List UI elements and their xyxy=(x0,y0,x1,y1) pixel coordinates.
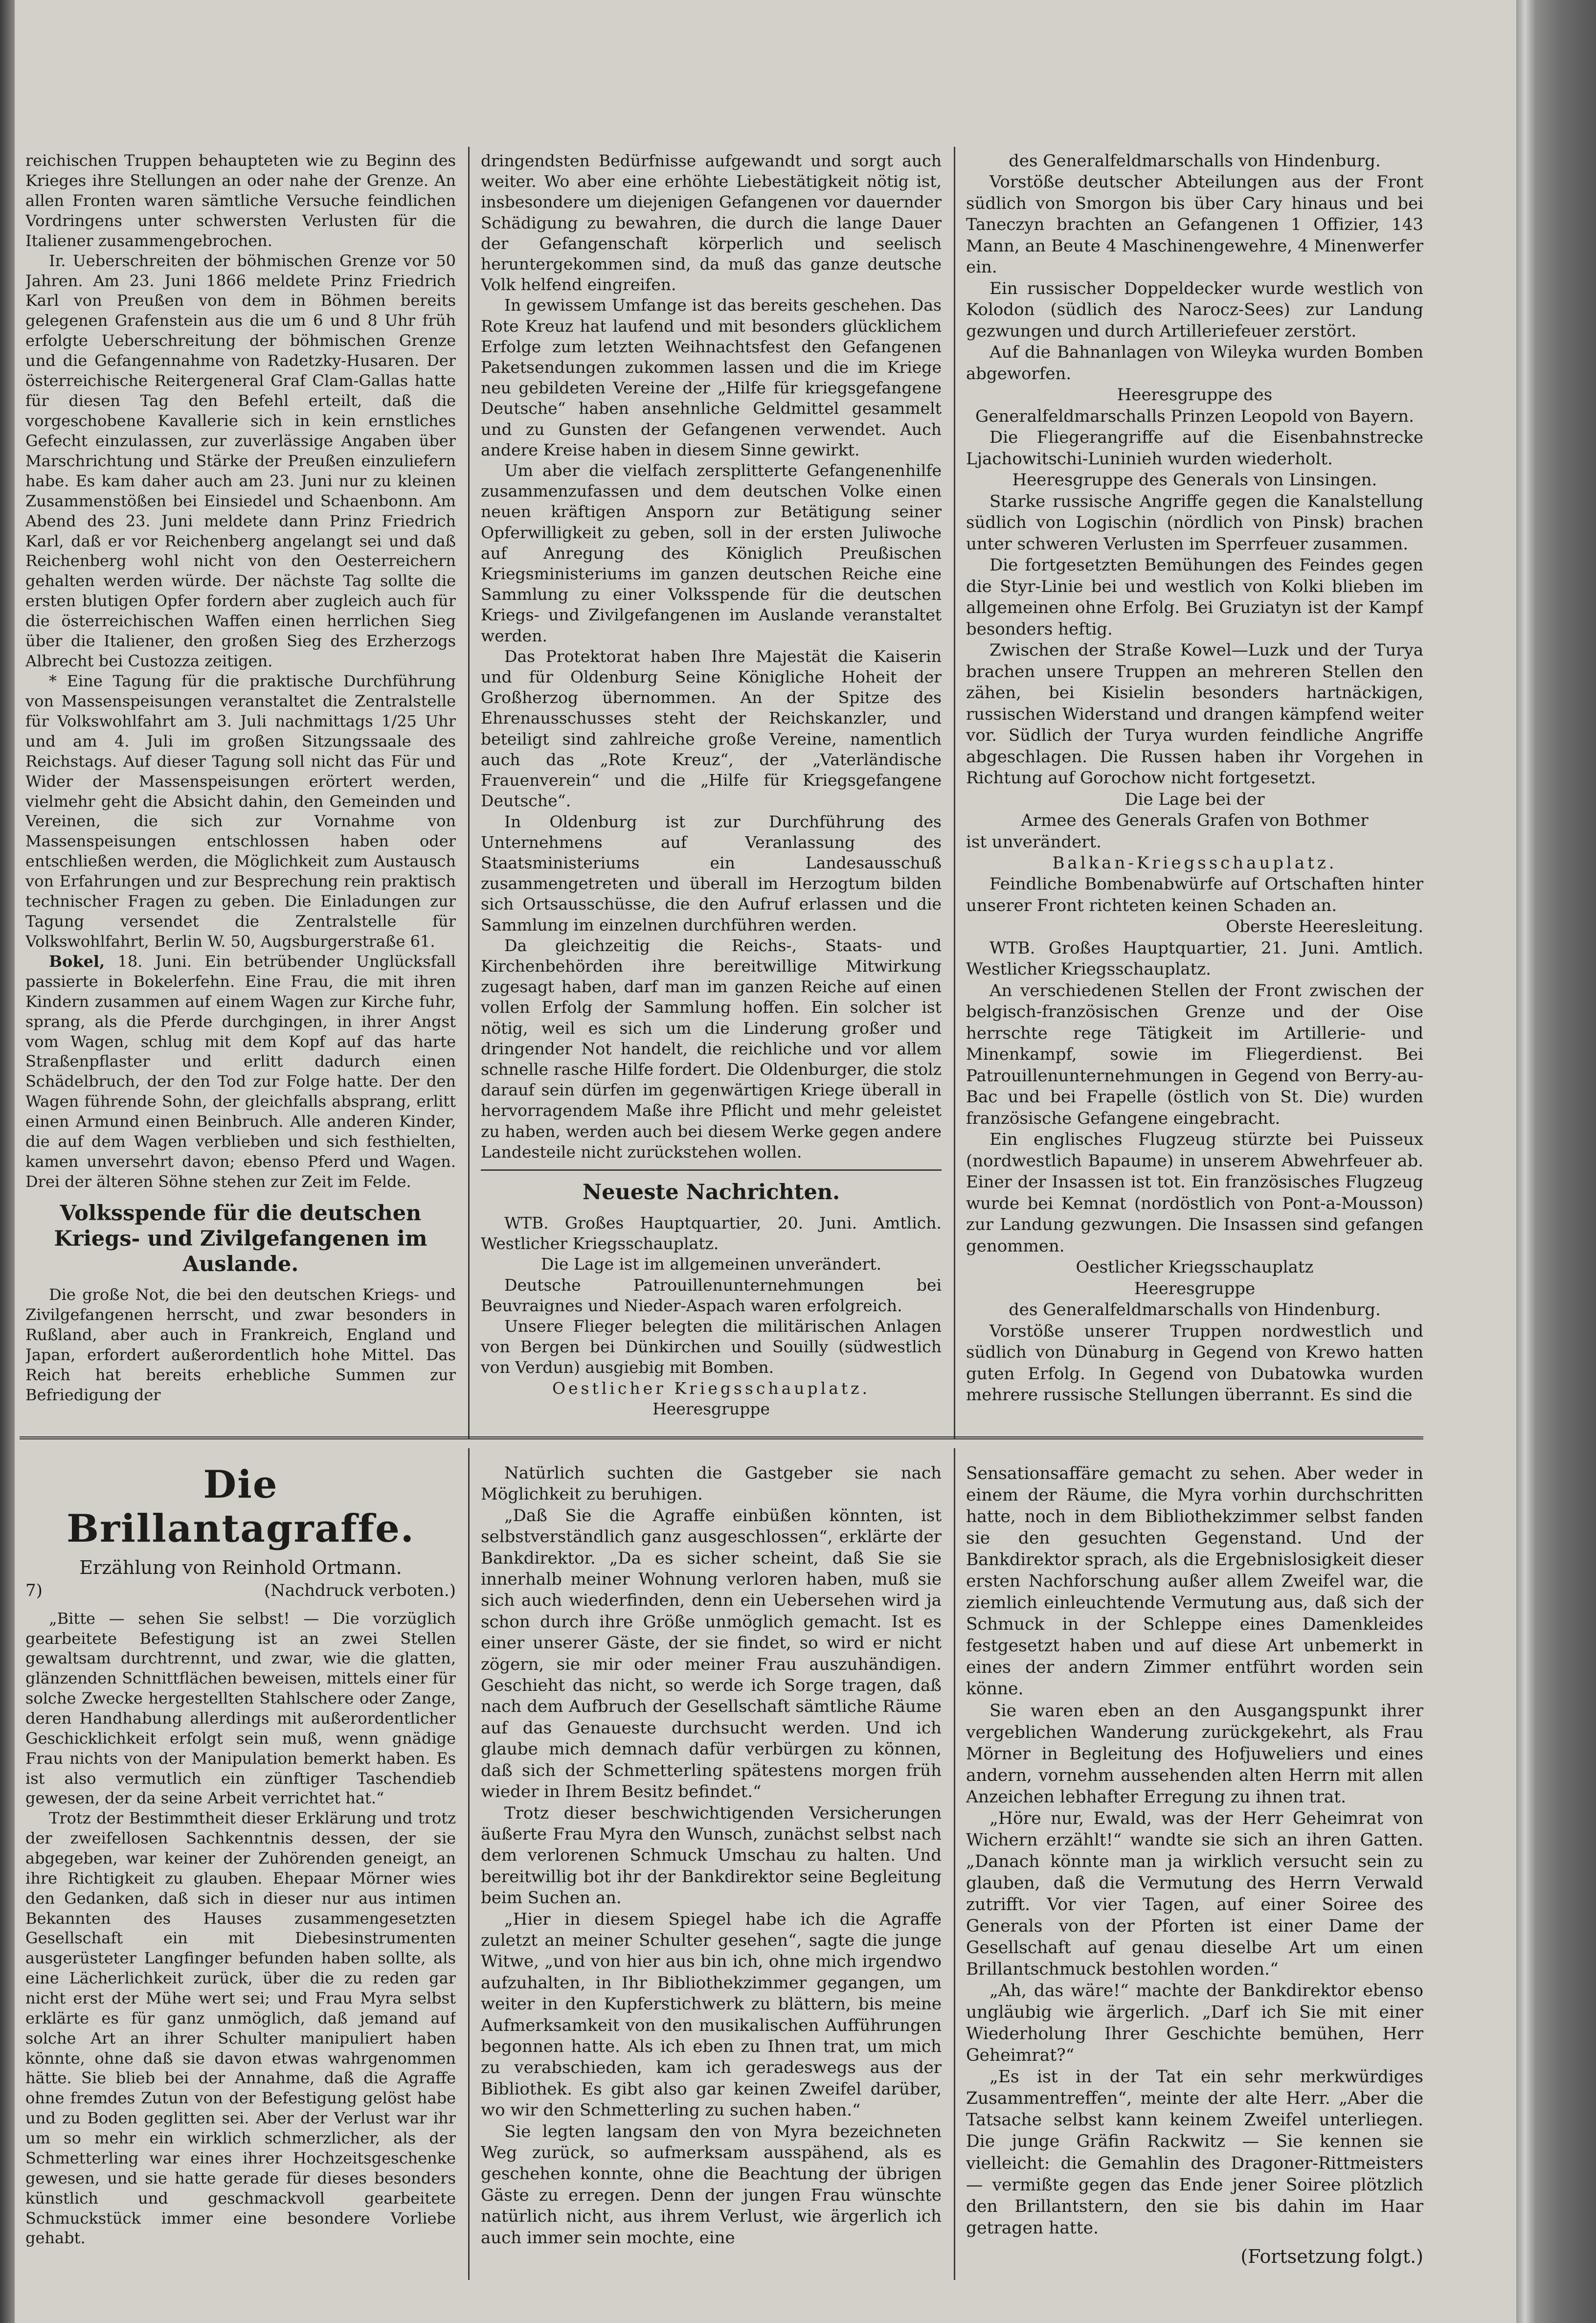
paragraph-text: Unsere Flieger belegten die militärischen Anlagen von Bergen bei Dünkirchen und Souilly (südwestlich von Verdun) ausgiebig mit Bomben. xyxy=(481,1316,942,1377)
paragraph-text: Die große Not, die bei den deutschen Kriegs- und Zivilgefangenen herrscht, und zwar besonders in Rußland, aber auch in Frankreich, England und Japan, erfordert außerordentlich hohe Mittel. Das Reich hat bereits erhebliche Summen zur Befriedigung der xyxy=(25,1285,456,1404)
paragraph-text: Oestlicher Kriegsschauplatz. xyxy=(552,1378,871,1398)
paragraph-text: „Höre nur, Ewald, was der Herr Geheimrat von Wichern erzählt!“ wandte sie sich an ihren Gatten. „Danach könnte man ja wirklich versucht sein zu glauben, daß die Vermutung des Herrn Verwald zutrifft. Vor vier Tagen, auf einer Soiree des Generals von der Pforten ist einer Dame der Gesellschaft auf genau dieselbe Art um einen Brillantschmuck bestohlen worden.“ xyxy=(966,1808,1423,1980)
paragraph-text: Ein englisches Flugzeug stürzte bei Puisseux (nordwestlich Bapaume) in unserem Abwehrfeuer ab. Einer der Insassen ist tot. Ein französisches Flugzeug wurde bei Kemnat (nordöstlich von Pont-a-Mousson) zur Landung gezwungen. Die Insassen sind gefangen genommen. xyxy=(966,1130,1423,1256)
paragraph xyxy=(481,1316,942,1378)
paragraph-text: WTB. Großes Hauptquartier, 21. Juni. Amtlich. Westlicher Kriegsschauplatz. xyxy=(966,938,1423,979)
paragraph-text: WTB. Großes Hauptquartier, 20. Juni. Amtlich. Westlicher Kriegsschauplatz. xyxy=(481,1213,942,1253)
paragraph xyxy=(481,151,942,295)
paragraph xyxy=(966,427,1423,470)
paragraph-text: Ein russischer Doppeldecker wurde westlich von Kolodon (südlich des Narocz-Sees) zur Landung gezwungen und durch Artilleriefeuer zerstört. xyxy=(966,278,1423,341)
paragraph xyxy=(25,952,456,1192)
neueste-rule xyxy=(481,1169,942,1171)
story-author: Erzählung von Reinhold Ortmann. xyxy=(79,1557,402,1578)
feuilleton-rule-1 xyxy=(468,1448,470,2280)
paragraph-text: An verschiedenen Stellen der Front zwischen der belgisch-französischen Grenze und der Oise herrschte rege Tätigkeit im Artillerie- und Minenkampf, sowie im Fliegerdienst. Bei Patrouillenunternehmungen in Gegend von Berry-au-Bac und bei Frapelle (östlich von St. Die) wurden französische Gefangene eingebracht. xyxy=(966,980,1423,1128)
paragraph xyxy=(966,1257,1423,1278)
reprint-notice-text: (Nachdruck verboten.) xyxy=(264,1580,456,1600)
paragraph xyxy=(966,980,1423,1129)
paragraph xyxy=(966,342,1423,385)
paragraph-text: Sensationsaffäre gemacht zu sehen. Aber weder in einem der Räume, die Myra vorhin durchschritten hatte, noch in dem Bibliothekzimmer selbst fanden sie den gesuchten Gegenstand. Und der Bankdirektor sprach, als die Ergebnislosigkeit dieser ersten Nachforschung außer allem Zweifel war, die ziemlich einleuchtende Vermutung aus, daß sich der Schmuck in der Schleppe eines Damenkleides festgesetzt haben und auf diese Art unbemerkt in eines der andern Zimmer entführt worden sein könne. xyxy=(966,1464,1423,1699)
paragraph-text: „Daß Sie die Agraffe einbüßen könnten, ist selbstverständlich ganz ausgeschlossen“, erklärte der Bankdirektor. „Da es sicher scheint, daß Sie sie innerhalb meiner Wohnung verloren haben, muß sie sich auch wiederfinden, denn ein Uebersehen wird ja schon durch ihre Größe unmöglich gemacht. Ist es einer unserer Gäste, der sie findet, so wird er nicht zögern, sie mir oder meiner Frau auszuhändigen. Geschieht das nicht, so werde ich Sorge tragen, daß nach dem Aufbruch der Gesellschaft sämtliche Räume auf das Genaueste durchsucht werden. Und ich glaube mich demnach dafür verbürgen zu können, daß sich der Schmetterling spätestens morgen früh wieder in Ihrem Besitz befindet.“ xyxy=(481,1505,942,1802)
paragraph xyxy=(481,1213,942,1254)
paragraph xyxy=(481,646,942,812)
column-1-paragraphs xyxy=(25,151,456,1192)
paragraph xyxy=(481,1463,942,1505)
paragraph-text: Oberste Heeresleitung. xyxy=(1226,917,1423,937)
paragraph xyxy=(966,1278,1423,1299)
paragraph-text: Ir. Ueberschreiten der böhmischen Grenze vor 50 Jahren. Am 23. Juni 1866 meldete Prinz Friedrich Karl von Preußen von dem in Böhmen bereits gelegenen Grafenstein aus die um 6 und 8 Uhr früh erfolgte Ueberschreitung der böhmischen Grenze und die Gefangennahme von Radetzky-Husaren. Der österreichische Reitergeneral Graf Clam-Gallas hatte für diesen Tag den Befehl erteilt, daß die vorgeschobene Kavallerie sich in kein ernstliches Gefecht einzulassen, zur zuverlässige Angaben über Marschrichtung und Stärke der Preußen einzuliefern habe. Es kam daher auch am 23. Juni nur zu kleinen Zusammenstößen bei Einsiedel und Schaenbonn. Am Abend des 23. Juni meldete dann Prinz Friedrich Karl, daß er vor Reichenberg angelangt sei und daß Reichenberg wohl nicht von den Oesterreichern gehalten werden würde. Der nächste Tag sollte die ersten blutigen Opfer fordern aber zugleich auch für die österreichischen Waffen einen herrlichen Sieg über die Italiener, den großen Sieg des Erzherzogs Albrecht bei Custozza zeitigen. xyxy=(25,251,456,671)
paragraph-text: Sie waren eben an den Ausgangspunkt ihrer vergeblichen Wanderung zurückgekehrt, als Frau Mörner in Begleitung des Hofjuweliers und eines andern, vornehm aussehenden alten Herrn mit allen Anzeichen lebhafter Erregung zu ihnen trat. xyxy=(966,1701,1423,1807)
news-column-3 xyxy=(966,151,1423,1432)
paragraph-lead: Bokel, xyxy=(49,952,105,971)
continued-notice: (Fortsetzung folgt.) xyxy=(1240,2245,1423,2267)
paragraph-text: Die Lage bei der xyxy=(1124,789,1265,809)
paragraph xyxy=(25,151,456,251)
paragraph-text: Um aber die vielfach zersplitterte Gefangenenhilfe zusammenzufassen und dem deutschen Volke einen neuen kräftigen Ansporn zur Betätigung seiner Opferwilligkeit zu geben, soll in der ersten Juliwoche auf Anregung des Königlich Preußischen Kriegsministeriums im ganzen deutschen Reiche eine Sammlung zu einer Volksspende für die deutschen Kriegs- und Zivilgefangenen im Auslande veranstaltet werden. xyxy=(481,461,942,645)
paragraph xyxy=(966,1321,1423,1406)
feuilleton-column-1 xyxy=(25,1463,456,2275)
feuilleton-column-1-paragraphs xyxy=(25,1609,456,2249)
paragraph-text: Natürlich suchten die Gastgeber sie nach Möglichkeit zu beruhigen. xyxy=(481,1463,942,1504)
paragraph-text: „Es ist in der Tat ein sehr merkwürdiges Zusammentreffen“, meinte der alte Herr. „Aber die Tatsache selbst kann keinem Zweifel unterliegen. Die junge Gräfin Rackwitz — Sie kennen sie vielleicht: die Gemahlin des Dragoner-Rittmeisters — vermißte gegen das Ende jener Soiree plötzlich den Brillantstern, den sie bis dahin im Haar getragen hatte. xyxy=(966,2067,1423,2238)
column-rule-1 xyxy=(468,147,470,1438)
paragraph-text: Heeresgruppe des Generals von Linsingen. xyxy=(1012,470,1377,490)
paragraph xyxy=(966,938,1423,980)
feuilleton-divider xyxy=(20,1436,1423,1439)
paragraph-text: In gewissem Umfange ist das bereits geschehen. Das Rote Kreuz hat laufend und mit besonders glücklichem Erfolge zum letzten Weihnachtsfest den Gefangenen Paketsendungen zukommen lassen und die im Kriege neu gebildeten Vereine der „Hilfe für kriegsgefangene Deutsche“ haben ansehnliche Geldmittel gesammelt und zu Gunsten der Gefangenen verwendet. Auch andere Kreise haben in diesem Sinne gewirkt. xyxy=(481,296,942,459)
feuilleton-rule-2 xyxy=(954,1448,955,2280)
paragraph-text: 18. Juni. Ein betrübender Unglücksfall passierte in Bokelerfehn. Eine Frau, die mit ihren Kindern zusammen auf einem Wagen zur Kirche fuhr, sprang, als die Pferde durchgingen, in ihrer Angst vom Wagen, schlug mit dem Kopf auf das harte Straßenpflaster und erlitt dadurch einen Schädelbruch, der den Tod zur Folge hatte. Der den Wagen führende Sohn, der gleichfalls absprang, erlitt einen Armund einen Beinbruch. Alle anderen Kinder, die auf dem Wagen verblieben und sich festhielten, kamen unversehrt davon; ebenso Pferd und Wagen. Drei der älteren Söhne stehen zur Zeit im Felde. xyxy=(25,952,456,1191)
news-column-2 xyxy=(481,151,942,1432)
paragraph xyxy=(481,1378,942,1399)
paragraph xyxy=(966,640,1423,789)
paragraph-text: dringendsten Bedürfnisse aufgewandt und sorgt auch weiter. Wo aber eine erhöhte Liebestätigkeit nötig ist, insbesondere um diejenigen Gefangenen vor dauernder Schädigung zu bewahren, die durch die lange Dauer der Gefangenschaft körperlich und seelisch heruntergekommen sind, da muß das ganze deutsche Volk helfend eingreifen. xyxy=(481,151,942,295)
paragraph xyxy=(481,1909,942,2121)
paragraph xyxy=(966,2066,1423,2238)
paragraph-text: Deutsche Patrouillenunternehmungen bei Beuvraignes und Nieder-Aspach waren erfolgreich. xyxy=(481,1275,942,1315)
paragraph xyxy=(481,460,942,646)
paragraph-text: reichischen Truppen behaupteten wie zu Beginn des Krieges ihre Stellungen an oder nahe der Grenze. An allen Fronten waren sämtliche Versuche feindlichen Vordringens unter schwersten Verlusten für die Italiener zusammengebrochen. xyxy=(25,151,456,250)
paragraph-text: * Eine Tagung für die praktische Durchführung von Massenspeisungen veranstaltet die Zentralstelle für Volkswohlfahrt am 3. Juli nachmittags 1/25 Uhr und am 4. Juli im großen Sitzungssaale des Reichstags. Auf dieser Tagung soll nicht das Für und Wider der Massenspeisungen erörtert werden, vielmehr geht die Absicht dahin, den Gemeinden und Vereinen, die sich zur Vornahme von Massenspeisungen entschlossen haben oder entschließen werden, die Möglichkeit zum Austausch von Erfahrungen und zur Besprechung rein praktisch technischer Fragen zu geben. Die Einladungen zur Tagung versendet die Zentralstelle für Volkswohlfahrt, Berlin W. 50, Augsburgerstraße 61. xyxy=(25,671,456,951)
paragraph-text: des Generalfeldmarschalls von Hindenburg. xyxy=(1009,1300,1381,1320)
feuilleton-column-3-paragraphs xyxy=(966,1463,1423,2239)
paragraph xyxy=(481,1399,942,1419)
paragraph xyxy=(25,1808,456,2248)
paragraph xyxy=(966,385,1423,406)
paragraph xyxy=(966,1808,1423,1980)
paragraph-text: ist unverändert. xyxy=(966,832,1101,852)
paragraph xyxy=(966,151,1423,172)
paragraph xyxy=(966,1129,1423,1257)
paragraph xyxy=(966,874,1423,916)
paragraph xyxy=(966,853,1423,874)
paragraph xyxy=(966,470,1423,491)
paragraph xyxy=(966,172,1423,278)
paragraph-text: Generalfeldmarschalls Prinzen Leopold von Bayern. xyxy=(975,406,1414,426)
paragraph xyxy=(481,1505,942,1803)
paragraph xyxy=(481,935,942,1162)
news-column-1 xyxy=(25,151,456,1432)
paragraph-text: des Generalfeldmarschalls von Hindenburg. xyxy=(1009,151,1381,171)
paragraph-text: Armee des Generals Grafen von Bothmer xyxy=(1021,811,1369,831)
installment-number: 7) xyxy=(25,1580,43,1600)
paragraph-text: Starke russische Angriffe gegen die Kanalstellung südlich von Logischin (nördlich von Pinsk) brachen unter schweren Verlusten im Sperrfeuer zusammen. xyxy=(966,491,1423,554)
paragraph xyxy=(966,810,1423,831)
paragraph xyxy=(25,671,456,952)
paragraph xyxy=(966,278,1423,342)
paragraph xyxy=(966,832,1423,853)
paragraph-text: Auf die Bahnanlagen von Wileyka wurden Bomben abgeworfen. xyxy=(966,342,1423,384)
paragraph-text: Heeresgruppe des xyxy=(1117,385,1273,405)
paragraph-text: Balkan-Kriegsschauplatz. xyxy=(1052,853,1337,873)
paragraph-text: Feindliche Bombenabwürfe auf Ortschaften hinter unserer Front richteten keinen Schaden an. xyxy=(966,874,1423,915)
paragraph-text: Heeresgruppe xyxy=(652,1399,770,1418)
paragraph xyxy=(25,1285,456,1405)
paragraph xyxy=(966,916,1423,937)
volksspende-headline: Volksspende für die deutschen Kriegs- und Zivilgefangenen im Auslande. xyxy=(54,1201,427,1276)
paragraph-text: In Oldenburg ist zur Durchführung des Unternehmens auf Veranlassung des Staatsministeriums ein Landesausschuß zusammengetreten und überall im Herzogtum bilden sich Ortsausschüsse, die den Aufruf erlassen und die Sammlung im einzelnen durchführen werden. xyxy=(481,812,942,934)
reprint-notice xyxy=(25,1581,456,1601)
paragraph-text: Die fortgesetzten Bemühungen des Feindes gegen die Styr-Linie bei und westlich von Kolki blieben im allgemeinen ohne Erfolg. Bei Gruziatyn ist der Kampf besonders heftig. xyxy=(966,555,1423,639)
paragraph-text: Vorstöße unserer Truppen nordwestlich und südlich von Dünaburg in Gegend von Krewo hatten guten Erfolg. In Gegend von Dubatowka wurden mehrere russische Stellungen überrannt. Es sind die xyxy=(966,1321,1423,1405)
paragraph xyxy=(966,491,1423,555)
paragraph xyxy=(966,1299,1423,1321)
paragraph xyxy=(966,555,1423,640)
paragraph xyxy=(966,789,1423,810)
paragraph-text: „Ah, das wäre!“ machte der Bankdirektor ebenso ungläubig wie ärgerlich. „Darf ich Sie mit einer Wiederholung Ihrer Geschichte bemühen, Herr Geheimrat?“ xyxy=(966,1981,1423,2066)
paragraph xyxy=(481,1254,942,1275)
column-2-after-paragraphs xyxy=(481,1213,942,1419)
paragraph xyxy=(481,295,942,460)
paragraph-text: Trotz dieser beschwichtigenden Versicherungen äußerte Frau Myra den Wunsch, zunächst selbst nach dem verlorenen Schmuck Umschau zu halten. Und bereitwillig bot ihr der Bankdirektor seine Begleitung beim Suchen an. xyxy=(481,1803,942,1908)
paragraph-text: Zwischen der Straße Kowel—Luzk und der Turya brachen unsere Truppen an mehreren Stellen den zähen, bei Kisielin besonders hartnäckigen, russischen Widerstand und drangen kämpfend weiter vor. Südlich der Turya wurden feindliche Angriffe abgeschlagen. Die Russen haben ihr Vorgehen in Richtung auf Gorochow nicht fortgesetzt. xyxy=(966,640,1423,788)
paragraph xyxy=(481,1275,942,1316)
column-2-paragraphs xyxy=(481,151,942,1162)
paragraph-text: Heeresgruppe xyxy=(1134,1278,1256,1298)
column-1-after-paragraphs xyxy=(25,1285,456,1405)
paragraph-text: Sie legten langsam den von Myra bezeichneten Weg zurück, so aufmerksam ausspähend, als es geschehen konnte, ohne die Beachtung der übrigen Gäste zu erregen. Denn der jungen Frau wünschte natürlich nicht, aus ihrem Verlust, wie ärgerlich ich auch immer sein mochte, eine xyxy=(481,2121,942,2248)
story-title: Die Brillantagraffe. xyxy=(67,1463,415,1551)
feuilleton-column-2 xyxy=(481,1463,942,2275)
paragraph-text: Die Fliegerangriffe auf die Eisenbahnstrecke Ljachowitschi-Luninieh wurden wiederholt. xyxy=(966,428,1423,469)
paragraph-text: „Bitte — sehen Sie selbst! — Die vorzüglich gearbeitete Befestigung ist an zwei Stellen gewaltsam durchtrennt, und zwar, wie die glatten, glänzenden Schnittflächen beweisen, mittels einer für solche Zwecke hergestellten Stahlschere oder Zange, deren Handhabung allerdings mit außerordentlicher Geschicklichkeit erfolgt sein muß, wenn gnädige Frau nichts von der Manipulation bemerkt haben. Es ist also vermutlich ein zünftiger Taschendieb gewesen, der da seine Arbeit verrichtet hat.“ xyxy=(25,1609,456,1808)
paragraph-text: Oestlicher Kriegsschauplatz xyxy=(1076,1257,1314,1277)
paragraph-text: Das Protektorat haben Ihre Majestät die Kaiserin und für Oldenburg Seine Königliche Hoheit der Großherzog übernommen. An der Spitze des Ehrenausschusses steht der Reichskanzler, und beteiligt sind zahlreiche große Vereine, namentlich auch das „Rote Kreuz“, der „Vaterländische Frauenverein“ und die „Hilfe für Kriegsgefangene Deutsche“. xyxy=(481,646,942,811)
paragraph xyxy=(25,251,456,671)
feuilleton-column-2-paragraphs xyxy=(481,1463,942,2249)
paragraph xyxy=(25,1609,456,1809)
paragraph xyxy=(966,1700,1423,1808)
paragraph-text: „Hier in diesem Spiegel habe ich die Agraffe zuletzt an meiner Schulter gesehen“, sagte die junge Witwe, „und von hier aus bin ich, ohne mich irgendwo aufzuhalten, in Ihr Bibliothekzimmer gegangen, um weiter in den Kupferstichwerk zu blättern, bis meine Aufmerksamkeit von den musikalischen Aufführungen begonnen hatte. Als ich eben zu Ihnen trat, um mich zu verabschieden, kam ich geradeswegs aus der Bibliothek. Es gibt also gar keinen Zweifel darüber, wo wir den Schmetterling zu suchen haben.“ xyxy=(481,1909,942,2120)
column-rule-2 xyxy=(954,147,955,1438)
paragraph xyxy=(481,812,942,935)
column-3-paragraphs xyxy=(966,151,1423,1406)
paragraph xyxy=(966,1980,1423,2066)
paragraph-text: Die Lage ist im allgemeinen unverändert. xyxy=(540,1254,882,1274)
paragraph xyxy=(481,2121,942,2249)
paragraph xyxy=(966,1463,1423,1700)
neueste-nachrichten-headline: Neueste Nachrichten. xyxy=(582,1180,840,1205)
paragraph xyxy=(966,406,1423,427)
paragraph-text: Da gleichzeitig die Reichs-, Staats- und Kirchenbehörden ihre bereitwillige Mitwirkung zugesagt haben, darf man im ganzen Reiche auf einen vollen Erfolg der Sammlung hoffen. Ein solcher ist nötig, weil es sich um die Linderung großer und dringender Not handelt, die reichliche und vor allem schnelle rasche Hilfe fordert. Die Oldenburger, die stolz darauf sein dürfen im gegenwärtigen Kriege überall in hervorragendem Maße ihre Pflicht und mehr geleistet zu haben, werden auch bei diesem Werke gegen andere Landesteile nicht zurückstehen wollen. xyxy=(481,935,942,1162)
page-edge-stack xyxy=(1516,0,1596,2323)
feuilleton-column-3 xyxy=(966,1463,1423,2275)
paragraph-text: Vorstöße deutscher Abteilungen aus der Front südlich von Smorgon bis über Cary hinaus und bei Taneczyn brachten an Gefangenen 1 Offizier, 143 Mann, an Beute 4 Maschinengewehre, 4 Minenwerfer ein. xyxy=(966,172,1423,277)
paragraph xyxy=(481,1803,942,1909)
page-binding-shadow xyxy=(0,0,15,2323)
paragraph-text: Trotz der Bestimmtheit dieser Erklärung und trotz der zweifellosen Sachkenntnis dessen, der sie abgegeben, war keiner der Zuhörenden geneigt, an ihre Richtigkeit zu glauben. Ehepaar Mörner wies den Gedanken, daß sich in dieser nur aus intimen Bekannten des Hauses zusammengesetzten Gesellschaft ein mit Diebesinstrumenten ausgerüsteter Langfinger befunden haben sollte, als eine Lächerlichkeit zurück, über die zu reden gar nicht erst der Mühe wert sei; und Frau Myra selbst erklärte es für ganz unmöglich, daß jemand auf solche Art an ihrer Schulter manipuliert haben könnte, ohne daß sie davon etwas wahrgenommen hätte. Sie blieb bei der Annahme, daß die Agraffe ohne fremdes Zutun von der Befestigung gelöst habe und zu Boden geglitten sei. Aber der Verlust war ihr um so mehr ein wirklich schmerzlicher, als der Schmetterling war eines ihrer Hochzeitsgeschenke gewesen, und sie hatte gerade für dieses besonders künstlich und geschmackvoll gearbeitete Schmuckstück immer eine besondere Vorliebe gehabt. xyxy=(25,1809,456,2248)
